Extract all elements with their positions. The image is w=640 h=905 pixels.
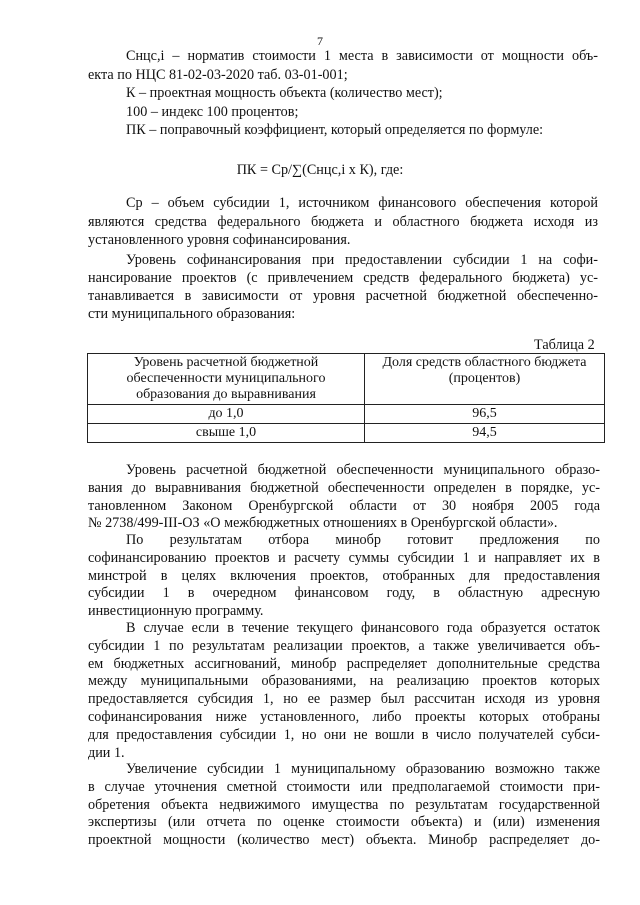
text-line: для предоставления субсидии 1, но они не вошли в число получателей субси- <box>88 726 600 743</box>
table-header-share: Доля средств областного бюджета (процентов) <box>365 354 605 405</box>
text-line: минстрой в целях включения проектов, отобранных для предоставления <box>88 567 600 584</box>
text-line: между муниципальными образованиями, на реализацию проектов которых <box>88 673 600 690</box>
text-line: ем бюджетных ассигнований, минобр распределяет дополнительные средства <box>88 655 600 672</box>
table-cell-share: 96,5 <box>365 405 605 424</box>
text-line: № 2738/499-III-ОЗ «О межбюджетных отношениях в Оренбургской области». <box>88 515 558 532</box>
text-line: являются средства федерального бюджета и областного бюджета исходя из <box>88 213 598 230</box>
table-cofinancing <box>87 353 605 443</box>
table-header-level: Уровень расчетной бюджетной обеспеченности муниципального образования до выравнивания <box>88 354 365 405</box>
table-cell-level: до 1,0 <box>88 405 365 424</box>
text-line: Снцс,i – норматив стоимости 1 места в зависимости от мощности объ- <box>126 48 598 64</box>
text-line: предоставляется субсидия 1, но ее размер был рассчитан исходя из уровня <box>88 691 600 708</box>
text-line: танавливается в зависимости от уровня расчетной бюджетной обеспеченно- <box>88 288 598 304</box>
text-line: обретения объекта недвижимого имущества по результатам государственной <box>88 796 600 813</box>
table-row <box>88 424 605 443</box>
text-line: софинансированию проектов и расчету суммы субсидии 1 и направляет их в <box>88 549 600 566</box>
text-line: экспертизы (или отчета по оценке стоимости объекта) и (или) изменения <box>88 814 600 831</box>
table-header-row <box>88 354 605 405</box>
page-number: 7 <box>317 34 323 48</box>
text-line: ПК – поправочный коэффициент, который определяется по формуле: <box>126 122 544 138</box>
text-line: Ср – объем субсидии 1, источником финансового обеспечения которой <box>126 195 598 211</box>
text-line: софинансирования ниже установленного, либо проекты которых отобраны <box>88 709 600 725</box>
text-line: в случае уточнения сметной стоимости или предполагаемой стоимости при- <box>88 778 600 795</box>
table-cell-level: свыше 1,0 <box>88 424 365 443</box>
table-row <box>88 405 605 424</box>
formula: ПК = Ср/∑(Снцс,i х К), где: <box>236 162 404 178</box>
text-line: тановленном Законом Оренбургской области от 30 ноября 2005 года <box>88 497 600 514</box>
text-line: В случае если в течение текущего финансового года образуется остаток <box>126 620 600 636</box>
text-line: 100 – индекс 100 процентов; <box>126 103 299 120</box>
text-line: проектной мощности (количество мест) объекта. Минобр распределяет до- <box>88 832 600 849</box>
text-line: установленного уровня софинансирования. <box>88 232 351 248</box>
text-line: сти муниципального образования: <box>88 306 296 322</box>
text-line: Уровень софинансирования при предоставлении субсидии 1 на софи- <box>126 252 598 268</box>
text-line: Увеличение субсидии 1 муниципальному образованию возможно также <box>126 761 600 777</box>
text-line: По результатам отбора минобр готовит предложения по <box>126 532 600 548</box>
text-line: екта по НЦС 81-02-03-2020 таб. 03-01-001; <box>88 66 348 83</box>
table-caption: Таблица 2 <box>534 337 595 353</box>
text-line: Уровень расчетной бюджетной обеспеченности муниципального образо- <box>126 462 600 478</box>
table-cell-share: 94,5 <box>365 424 605 443</box>
text-line: субсидии 1 в очередном финансовом году, в областную адресную <box>88 585 600 602</box>
text-line: дии 1. <box>88 744 125 761</box>
text-line: субсидии 1 по результатам реализации проектов, а также увеличивается объ- <box>88 637 600 654</box>
text-line: К – проектная мощность объекта (количество мест); <box>126 85 443 101</box>
text-line: вания до выравнивания бюджетной обеспеченности определен в порядке, ус- <box>88 479 600 496</box>
text-line: нансирование проектов (с привлечением средств федерального бюджета) ус- <box>88 270 598 286</box>
text-line: инвестиционную программу. <box>88 603 264 620</box>
